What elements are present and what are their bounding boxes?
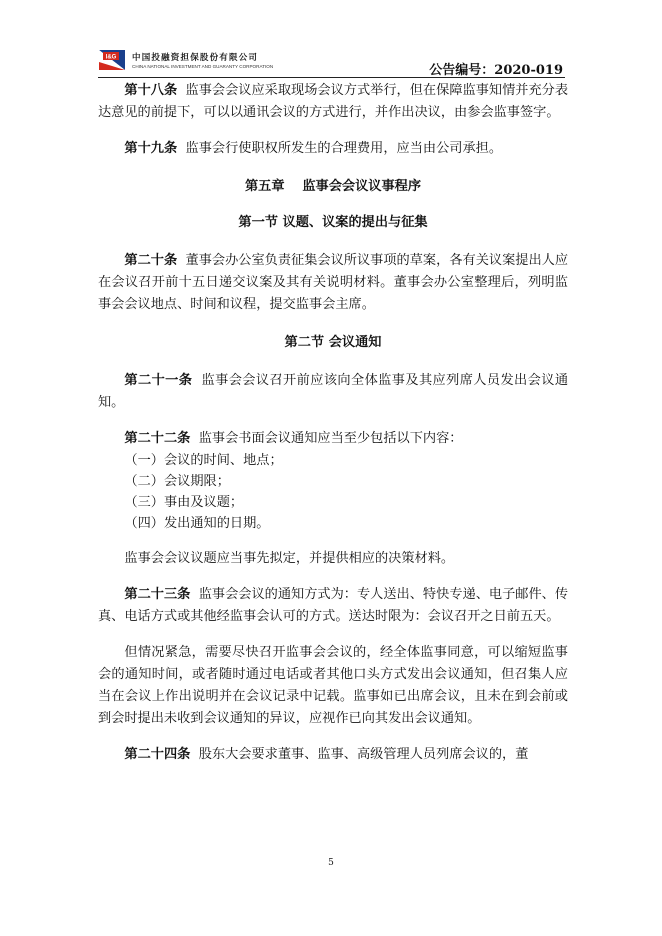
article-23-text: 监事会会议的通知方式为：专人送出、特快专递、电子邮件、传真、电话方式或其他经监事会认可的方式。送达时限为：会议召开之日前五天。 [98,587,569,624]
company-name-cn: 中国投融资担保股份有限公司 [132,53,259,63]
document-body [98,80,568,766]
company-name-en: CHINA NATIONAL INVESTMENT AND GUARANTY CORPORATION [132,64,274,69]
article-18-label: 第十八条 [124,83,178,98]
section-1-title: 第一节 议题、议案的提出与征集 [238,215,428,230]
page-number: 5 [328,858,334,868]
article-22-note: 监事会会议议题应当事先拟定，并提供相应的决策材料。 [124,551,455,566]
article-24 [98,744,568,766]
list-item: （三）事由及议题； [124,495,244,510]
article-19 [98,138,568,160]
article-19-label: 第十九条 [124,141,178,156]
article-21-text: 监事会会议召开前应该向全体监事及其应列席人员发出会议通知。 [98,373,569,410]
company-logo-icon [98,49,126,71]
logo-text: I&G [105,54,117,61]
list-item: （四）发出通知的日期。 [124,516,270,531]
article-24-text: 股东大会要求董事、监事、高级管理人员列席会议的，董 [198,747,529,762]
article-18-text: 监事会会议应采取现场会议方式举行，但在保障监事知情并充分表达意见的前提下，可以以通讯会议的方式进行，并作出决议，由参会监事签字。 [98,83,569,120]
list-item: （二）会议期限； [124,474,230,489]
article-24-label: 第二十四条 [124,747,191,762]
article-22-text: 监事会书面会议通知应当至少包括以下内容： [198,431,463,446]
article-20 [98,250,568,316]
article-19-text: 监事会行使职权所发生的合理费用，应当由公司承担。 [185,141,503,156]
page-header [98,47,565,78]
article-18 [98,80,568,124]
article-20-label: 第二十条 [124,253,178,268]
article-21 [98,370,568,414]
article-20-text: 董事会办公室负责征集会议所议事项的草案，各有关议案提出人应在会议召开前十五日递交议案及其有关说明材料。董事会办公室整理后，列明监事会会议地点、时间和议程，提交监事会主席。 [98,253,569,312]
article-22-label: 第二十二条 [124,431,191,446]
article-23-note: 但情况紧急，需要尽快召开监事会会议的，经全体监事同意，可以缩短监事会的通知时间，或者随时通过电话或者其他口头方式发出会议通知，但召集人应当在会议上作出说明并在会议记录中记载。监事如已出席会议，且未在到会前或到会时提出未收到会议通知的异议，应视作已向其发出会议通知。 [98,645,568,726]
list-item: （一）会议的时间、地点； [124,453,283,468]
article-23 [98,584,568,628]
article-23-label: 第二十三条 [124,587,191,602]
document-number: 公告编号：2020-019 [429,63,563,78]
chapter-5-title: 第五章 监事会会议议事程序 [244,179,422,194]
article-21-label: 第二十一条 [124,373,193,388]
section-2-title: 第二节 会议通知 [284,335,382,350]
article-22 [98,428,568,450]
